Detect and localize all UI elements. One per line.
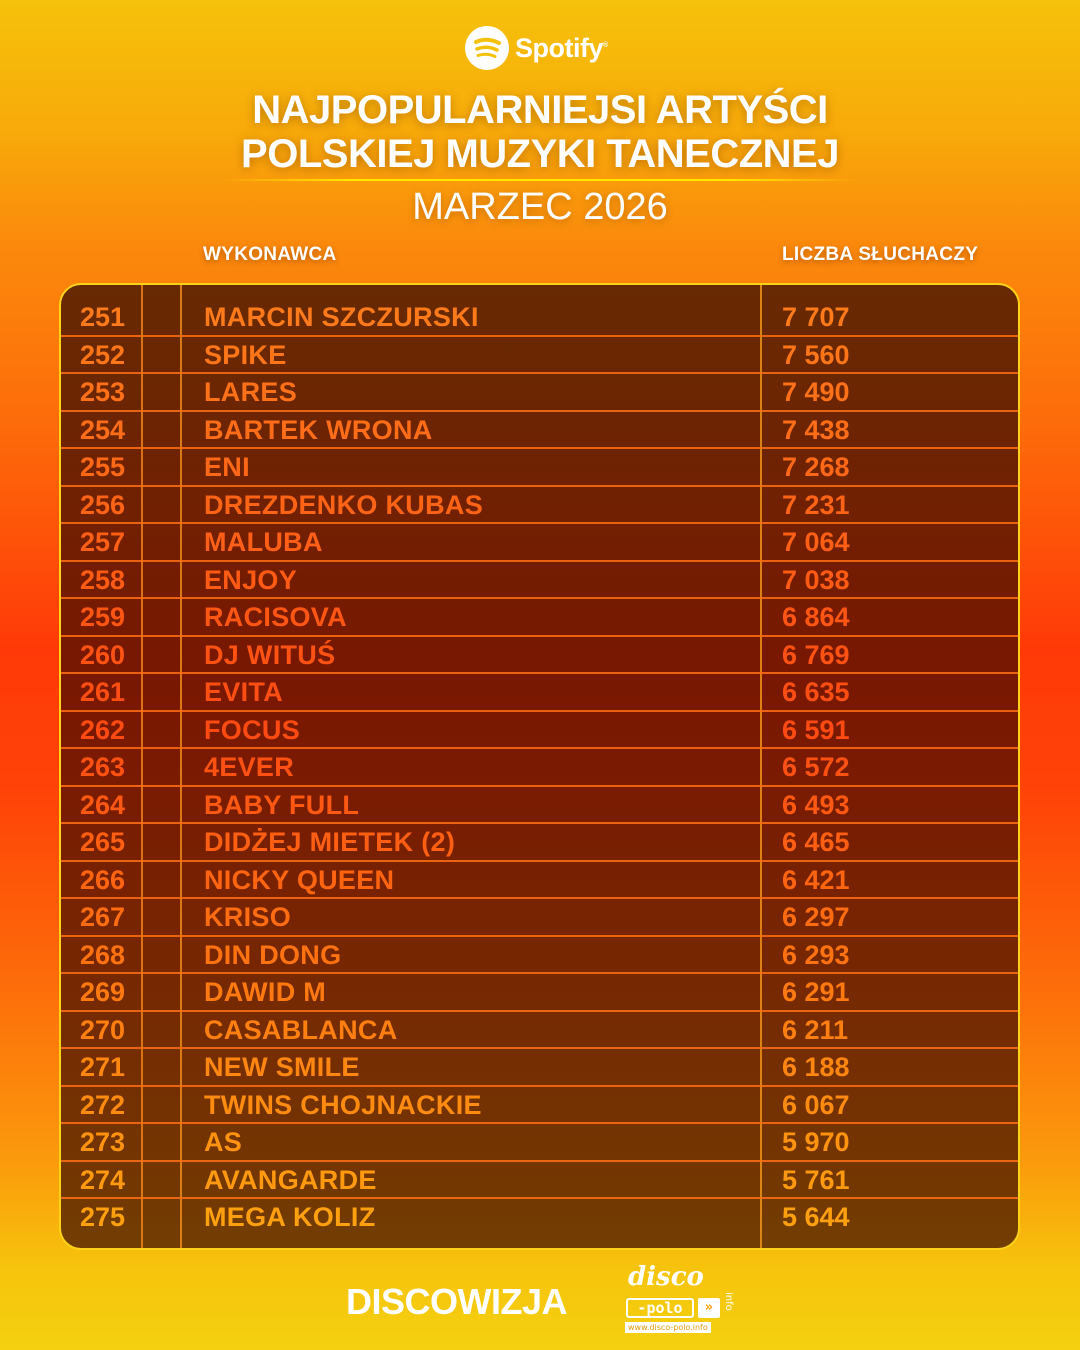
listeners-cell: 6 769 [782,639,850,670]
title-line-1: NAJPOPULARNIEJSI ARTYŚCI [252,88,828,132]
rank-cell: 252 [80,339,126,370]
column-header-artist: WYKONAWCA [203,244,337,265]
table-row [61,824,1018,862]
table-row [61,1012,1018,1050]
table-row [61,899,1018,937]
fast-forward-icon: » [698,1298,720,1318]
artist-cell: EVITA [204,677,284,707]
listeners-cell: 7 064 [782,527,850,557]
artist-cell: DIDŻEJ MIETEK (2) [204,827,456,857]
rank-cell: 256 [80,489,126,520]
artist-cell: MARCIN SZCZURSKI [204,302,479,332]
listeners-cell: 7 707 [782,302,850,332]
table-row [61,599,1018,637]
brand-name: Spotify [515,32,603,63]
table-row [61,974,1018,1012]
listeners-cell: 6 297 [782,902,850,932]
rank-cell: 271 [80,1052,126,1082]
artist-cell: TWINS CHOJNACKIE [204,1089,482,1120]
table-row [61,712,1018,750]
rank-cell: 264 [80,789,126,820]
table-row [61,337,1018,375]
logo-box-text: -polo [626,1298,694,1318]
rank-cell: 265 [80,827,126,857]
listeners-cell: 5 761 [782,1164,850,1195]
discowizja-logo: DISCOWIZJA [346,1281,568,1322]
table-row [61,1162,1018,1200]
artist-cell: DIN DONG [204,939,342,970]
table-row [61,524,1018,562]
artist-cell: CASABLANCA [204,1014,398,1045]
artist-cell: DJ WITUŚ [204,639,336,670]
logo-url-text: www.disco-polo.info [625,1322,711,1333]
logo-suffix-text: info [723,1292,734,1311]
rank-cell: 268 [80,939,126,970]
listeners-cell: 6 291 [782,977,850,1007]
listeners-cell: 7 231 [782,489,850,520]
page-title [0,88,1080,176]
rank-cell: 267 [80,902,126,932]
rank-cell: 257 [80,527,126,557]
listeners-cell: 5 970 [782,1127,850,1157]
table-row [61,862,1018,900]
table-row [61,674,1018,712]
rank-cell: 273 [80,1127,126,1157]
artist-cell: AVANGARDE [204,1164,377,1195]
table-row [61,937,1018,975]
artist-cell: AS [204,1127,243,1157]
rank-cell: 261 [80,677,126,707]
spotify-logo [465,25,608,71]
table-row [61,562,1018,600]
rank-cell: 269 [80,977,126,1007]
listeners-cell: 5 644 [782,1202,850,1232]
table-row [61,637,1018,675]
table-row [61,487,1018,525]
artist-cell: KRISO [204,902,292,932]
period-subtitle: MARZEC 2026 [412,186,668,228]
artist-cell: 4EVER [204,752,295,782]
artist-cell: ENJOY [204,564,298,595]
table-row [61,299,1018,337]
artist-cell: SPIKE [204,339,287,370]
rank-cell: 266 [80,864,126,895]
artist-cell: DAWID M [204,977,327,1007]
listeners-cell: 6 067 [782,1089,850,1120]
rank-cell: 254 [80,414,126,445]
rank-cell: 270 [80,1014,126,1045]
spotify-logo-icon [465,26,509,70]
listeners-cell: 6 864 [782,602,850,632]
rank-cell: 253 [80,377,126,407]
listeners-cell: 6 211 [782,1014,849,1045]
title-divider [220,179,860,181]
rank-cell: 262 [80,714,126,745]
rank-cell: 272 [80,1089,126,1120]
table-row [61,449,1018,487]
table-row [61,1049,1018,1087]
listeners-cell: 6 572 [782,752,850,782]
listeners-cell: 6 293 [782,939,850,970]
artist-cell: BARTEK WRONA [204,414,433,445]
listeners-cell: 6 493 [782,789,850,820]
listeners-cell: 7 560 [782,339,850,370]
table-row [61,1087,1018,1125]
artist-cell: NEW SMILE [204,1052,360,1082]
ranking-table [59,283,1020,1250]
spotify-wordmark: Spotify® [515,32,608,63]
listeners-cell: 7 268 [782,452,850,482]
artist-cell: DREZDENKO KUBAS [204,489,484,520]
artist-cell: FOCUS [204,714,300,745]
artist-cell: RACISOVA [204,602,347,632]
rank-cell: 263 [80,752,126,782]
table-row [61,374,1018,412]
listeners-cell: 6 188 [782,1052,850,1082]
listeners-cell: 6 465 [782,827,850,857]
artist-cell: ENI [204,452,250,482]
artist-cell: BABY FULL [204,789,360,820]
listeners-cell: 6 591 [782,714,850,745]
artist-cell: LARES [204,377,298,407]
table-row [61,787,1018,825]
artist-cell: MALUBA [204,527,323,557]
title-line-2: POLSKIEJ MUZYKI TANECZNEJ [241,132,839,176]
listeners-cell: 7 038 [782,564,850,595]
column-header-listeners: LICZBA SŁUCHACZY [782,244,979,265]
rank-cell: 251 [80,302,126,332]
logo-script-text: disco [628,1262,704,1292]
rank-cell: 274 [80,1164,126,1195]
rank-cell: 260 [80,639,126,670]
table-row [61,412,1018,450]
listeners-cell: 6 635 [782,677,850,707]
listeners-cell: 7 438 [782,414,850,445]
table-row [61,1124,1018,1162]
artist-cell: MEGA KOLIZ [204,1202,376,1232]
table-row [61,749,1018,787]
listeners-cell: 7 490 [782,377,850,407]
artist-cell: NICKY QUEEN [204,864,395,895]
rank-cell: 275 [80,1202,126,1232]
disco-polo-info-logo [622,1262,747,1338]
rank-cell: 255 [80,452,126,482]
rank-cell: 259 [80,602,126,632]
table-body [61,299,1018,1237]
rank-cell: 258 [80,564,126,595]
table-row [61,1199,1018,1237]
listeners-cell: 6 421 [782,864,850,895]
